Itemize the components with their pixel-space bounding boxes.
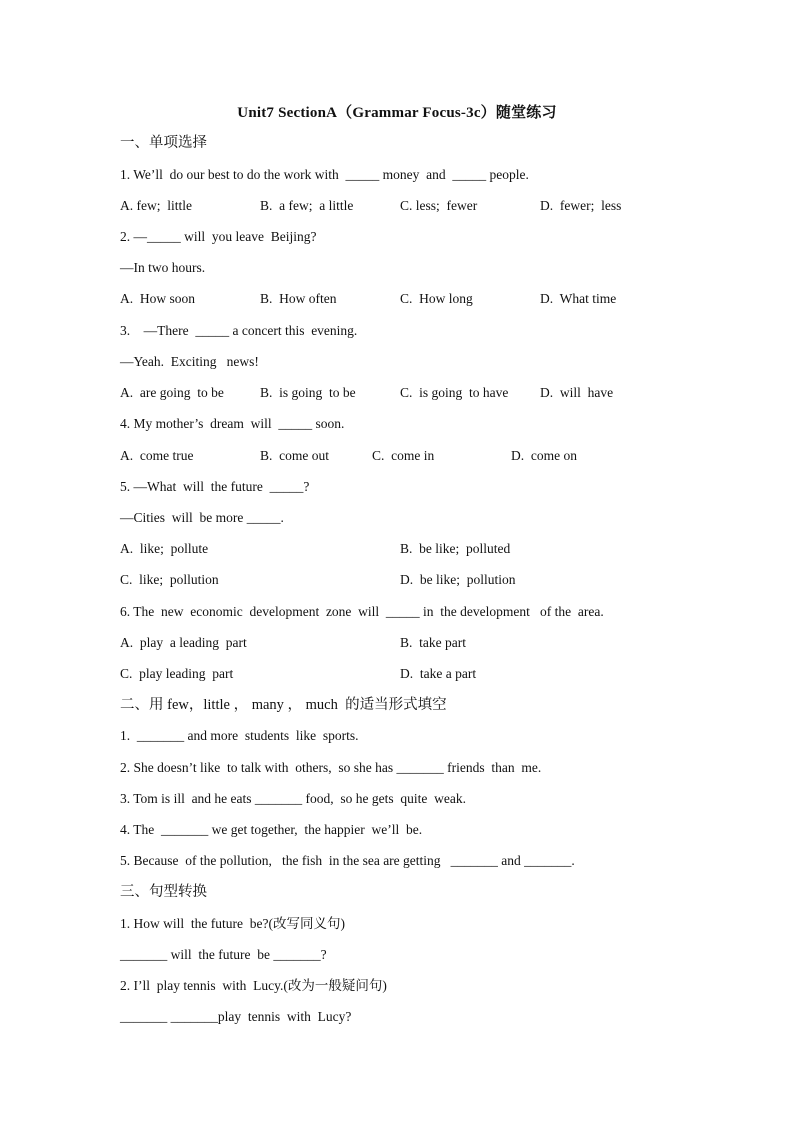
q6-option-a: A. play a leading part — [120, 635, 247, 650]
q5-option-a: A. like; pollute — [120, 541, 209, 556]
q2-option-b: B. How often — [260, 291, 337, 306]
section2-heading: 二、用 few，little ， many ， much 的适当形式填空 — [120, 697, 447, 713]
q3-option-a: A. are going to be — [120, 385, 224, 400]
q6-option-d: D. take a part — [400, 666, 477, 681]
q5-option-b: B. be like; polluted — [400, 541, 511, 556]
page-title: Unit7 SectionA（Grammar Focus-3c）随堂练习 — [237, 105, 557, 121]
q6-option-c: C. play leading part — [120, 666, 234, 681]
q6-option-b: B. take part — [400, 635, 466, 650]
q4-option-c: C. come in — [372, 448, 435, 463]
q5-option-d: D. be like; pollution — [400, 572, 516, 587]
q3-option-c: C. is going to have — [400, 385, 509, 400]
q1-option-b: B. a few; a little — [260, 198, 354, 213]
q2-reply: —In two hours. — [120, 260, 206, 275]
q1-stem: 1. We’ll do our best to do the work with _____ money and _____ people. — [120, 167, 529, 182]
q4-option-b: B. come out — [260, 448, 329, 463]
q4-option-d: D. come on — [511, 448, 577, 463]
q3-option-d: D. will have — [540, 385, 614, 400]
q2-option-a: A. How soon — [120, 291, 196, 306]
q2-option-c: C. How long — [400, 291, 473, 306]
fill-item-2: 2. She doesn’t like to talk with others, so she has _______ friends than me. — [120, 760, 542, 775]
q3-reply: —Yeah. Exciting news! — [120, 354, 259, 369]
q2-option-d: D. What time — [540, 291, 617, 306]
section1-heading: 一、单项选择 — [120, 135, 207, 151]
q1-option-c: C. less; fewer — [400, 198, 478, 213]
q3-stem: 3. —There _____ a concert this evening. — [120, 323, 358, 338]
transform-item-2: 2. I’ll play tennis with Lucy.(改为一般疑问句) — [120, 978, 387, 993]
fill-item-5: 5. Because of the pollution, the fish in the sea are getting _______ and _______. — [120, 853, 575, 868]
q1-option-d: D. fewer; less — [540, 198, 622, 213]
section3-heading: 三、句型转换 — [120, 884, 207, 900]
transform-item-1: 1. How will the future be?(改写同义句) — [120, 916, 345, 931]
q1-option-a: A. few; little — [120, 198, 192, 213]
transform-answer-1: _______ will the future be _______? — [120, 947, 327, 962]
fill-item-1: 1. _______ and more students like sports. — [120, 728, 359, 743]
q3-option-b: B. is going to be — [260, 385, 356, 400]
q2-stem: 2. —_____ will you leave Beijing? — [120, 229, 317, 244]
q6-stem: 6. The new economic development zone will _____ in the development of the area. — [120, 604, 604, 619]
q4-stem: 4. My mother’s dream will _____ soon. — [120, 416, 345, 431]
transform-answer-2: _______ _______play tennis with Lucy? — [120, 1009, 352, 1024]
fill-item-4: 4. The _______ we get together, the happier we’ll be. — [120, 822, 423, 837]
q5-reply: —Cities will be more _____. — [120, 510, 284, 525]
q5-option-c: C. like; pollution — [120, 572, 219, 587]
fill-item-3: 3. Tom is ill and he eats _______ food, so he gets quite weak. — [120, 791, 467, 806]
q4-option-a: A. come true — [120, 448, 194, 463]
q5-stem: 5. —What will the future _____? — [120, 479, 310, 494]
